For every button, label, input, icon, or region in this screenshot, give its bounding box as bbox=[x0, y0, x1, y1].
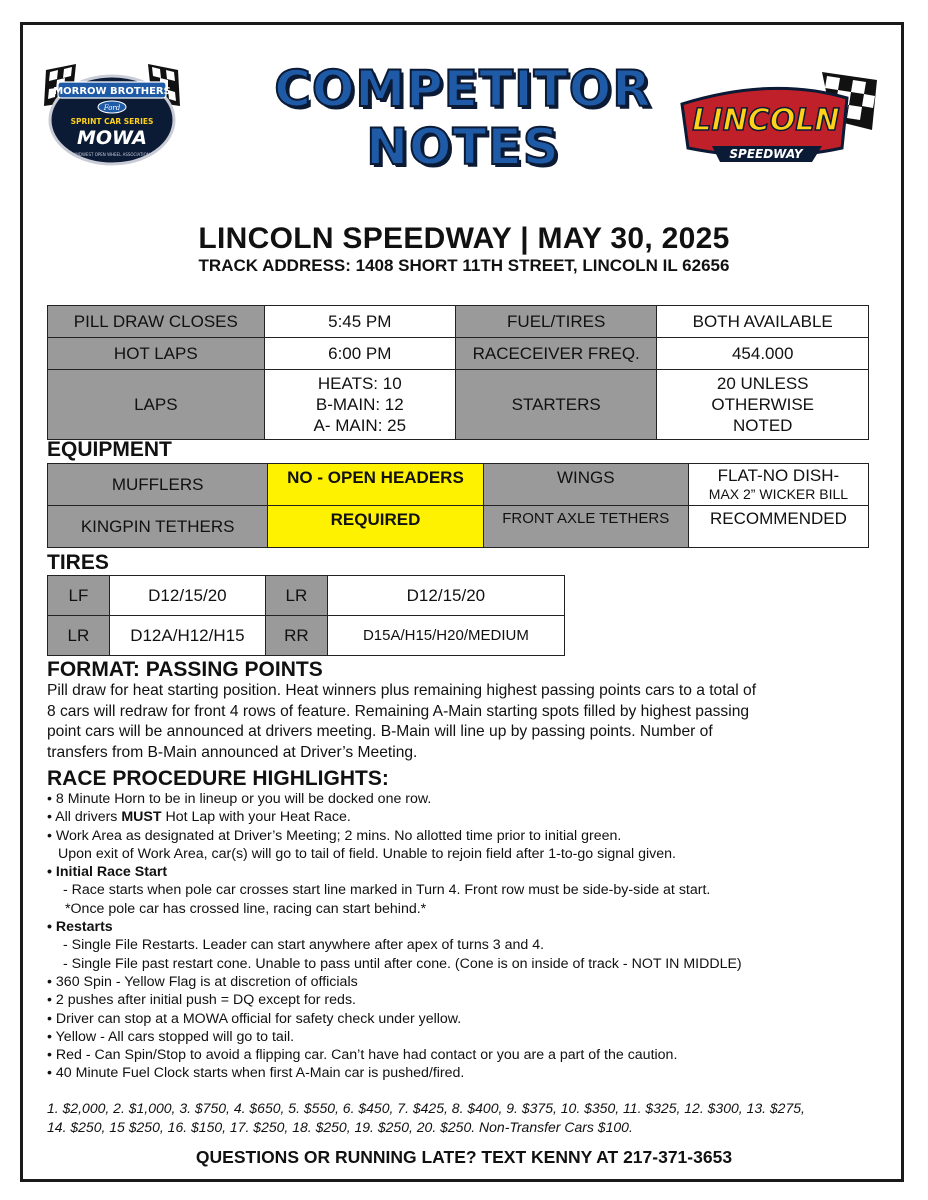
equipment-table bbox=[47, 463, 869, 548]
list-item: • Driver can stop at a MOWA official for safety check under yellow. bbox=[47, 1010, 462, 1027]
list-item: • Work Area as designated at Driver’s Meeting; 2 mins. No allotted time prior to initial green. bbox=[47, 827, 622, 844]
tire-lf-label: LF bbox=[48, 576, 110, 616]
format-description bbox=[47, 681, 887, 763]
contact-footer: QUESTIONS OR RUNNING LATE? TEXT KENNY AT 217-371-3653 bbox=[195, 1147, 733, 1167]
format-line-4: transfers from B-Main announced at Driver’s Meeting. bbox=[47, 743, 418, 761]
format-line-2: 8 cars will redraw for front 4 rows of feature. Remaining A-Main starting spots filled by highest passing bbox=[47, 702, 750, 720]
starters-line-2: OTHERWISE bbox=[711, 395, 815, 414]
pill-draw-label: PILL DRAW CLOSES bbox=[48, 306, 265, 338]
list-item-emphasis: MUST bbox=[121, 809, 162, 826]
logo-tagline-text: MIDWEST OPEN WHEEL ASSOCIATION bbox=[74, 152, 150, 157]
tire-lr2-value: D12A/H12/H15 bbox=[109, 616, 265, 656]
hot-laps-label: HOT LAPS bbox=[48, 338, 265, 370]
starters-line-1: 20 UNLESS bbox=[716, 374, 809, 393]
tire-rr-label: RR bbox=[265, 616, 327, 656]
equipment-heading: EQUIPMENT bbox=[47, 438, 172, 461]
payout-line-2: 14. $250, 15 $250, 16. $150, 17. $250, 18. $250, 19. $250, 20. $250. Non-Transfer Cars $100. bbox=[47, 1119, 633, 1135]
raceceiver-label: RACECEIVER FREQ. bbox=[455, 338, 656, 370]
format-line-3: point cars will be announced at drivers meeting. B-Main will line up by passing points. Number of bbox=[47, 723, 713, 740]
list-item: Upon exit of Work Area, car(s) will go to tail of field. Unable to rejoin field after 1-to-go signal given. bbox=[58, 845, 676, 862]
wings-value bbox=[688, 464, 868, 506]
logo-lincoln-text: LINCOLN bbox=[692, 103, 840, 138]
mufflers-label: MUFFLERS bbox=[48, 464, 268, 506]
list-item: - Race starts when pole car crosses start line marked in Turn 4. Front row must be side-by-side at start. bbox=[63, 882, 711, 899]
logo-mowa-text: MOWA bbox=[76, 127, 148, 149]
front-axle-value: RECOMMENDED bbox=[688, 506, 868, 548]
list-item: *Once pole car has crossed line, racing can start behind.* bbox=[65, 900, 427, 917]
list-item: • Yellow - All cars stopped will go to tail. bbox=[47, 1028, 295, 1045]
list-item: • 8 Minute Horn to be in lineup or you will be docked one row. bbox=[47, 791, 432, 807]
format-line-1: Pill draw for heat starting position. Heat winners plus remaining highest passing points cars to a total of bbox=[47, 682, 757, 699]
wings-label: WINGS bbox=[483, 464, 688, 506]
list-item: - Single File past restart cone. Unable to pass until after cone. (Cone is on inside of track - NOT IN MIDDLE) bbox=[63, 955, 742, 972]
payout-list bbox=[47, 1099, 897, 1137]
logo-speedway-text: SPEEDWAY bbox=[729, 147, 803, 161]
lincoln-speedway-logo bbox=[672, 70, 882, 170]
list-item: • Restarts bbox=[47, 919, 113, 936]
list-item-text: Hot Lap with your Heat Race. bbox=[161, 809, 351, 826]
procedure-list bbox=[47, 790, 897, 1083]
tire-lr2-label: LR bbox=[48, 616, 110, 656]
title-line-1: COMPETITOR bbox=[274, 60, 652, 118]
laps-label: LAPS bbox=[48, 370, 265, 440]
tire-lr-label: LR bbox=[265, 576, 327, 616]
starters-label: STARTERS bbox=[455, 370, 656, 440]
wings-line-1: FLAT-NO DISH- bbox=[717, 465, 840, 485]
kingpin-label: KINGPIN TETHERS bbox=[48, 506, 268, 548]
tire-lf-value: D12/15/20 bbox=[109, 576, 265, 616]
list-item: • 360 Spin - Yellow Flag is at discretion of officials bbox=[47, 973, 358, 990]
list-item: • Red - Can Spin/Stop to avoid a flipping car. Can’t have had contact or you are a part of the caution. bbox=[47, 1047, 678, 1064]
logo-ford-text: Ford bbox=[103, 104, 121, 112]
laps-bmain: B-MAIN: 12 bbox=[315, 395, 404, 414]
laps-amain: A- MAIN: 25 bbox=[313, 416, 407, 435]
mufflers-value: NO - OPEN HEADERS bbox=[268, 464, 483, 506]
title-line-2: NOTES bbox=[366, 118, 560, 176]
list-item bbox=[47, 808, 897, 826]
front-axle-label: FRONT AXLE TETHERS bbox=[483, 506, 688, 548]
list-item: • 2 pushes after initial push = DQ except for reds. bbox=[47, 992, 356, 1009]
list-item: - Single File Restarts. Leader can start anywhere after apex of turns 3 and 4. bbox=[63, 937, 545, 954]
procedure-heading: RACE PROCEDURE HIGHLIGHTS: bbox=[47, 767, 389, 790]
event-headline: LINCOLN SPEEDWAY | MAY 30, 2025 bbox=[198, 222, 730, 255]
payout-line-1: 1. $2,000, 2. $1,000, 3. $750, 4. $650, 5. $550, 6. $450, 7. $425, 8. $400, 9. $375, 10. $350, 11. $325, 12. $300, 13. $275, bbox=[47, 1100, 805, 1116]
logo-brand-text: MORROW BROTHERS bbox=[53, 86, 171, 97]
wings-line-2: MAX 2” WICKER BILL bbox=[708, 485, 849, 502]
laps-heats: HEATS: 10 bbox=[317, 374, 402, 393]
logo-series-text: SPRINT CAR SERIES bbox=[70, 117, 154, 126]
laps-value bbox=[264, 370, 455, 440]
page-title bbox=[270, 60, 656, 176]
tires-table bbox=[47, 575, 565, 656]
format-heading: FORMAT: PASSING POINTS bbox=[47, 658, 323, 681]
tires-heading: TIRES bbox=[47, 551, 109, 574]
kingpin-value: REQUIRED bbox=[268, 506, 483, 548]
tire-rr-value: D15A/H15/H20/MEDIUM bbox=[327, 616, 564, 656]
list-item: • 40 Minute Fuel Clock starts when first A-Main car is pushed/fired. bbox=[47, 1065, 465, 1082]
tire-lr-value: D12/15/20 bbox=[327, 576, 564, 616]
list-item: • Initial Race Start bbox=[47, 864, 168, 881]
list-item-text: • All drivers bbox=[47, 809, 122, 826]
starters-line-3: NOTED bbox=[732, 416, 793, 435]
event-info-table bbox=[47, 305, 869, 440]
starters-value bbox=[657, 370, 869, 440]
pill-draw-value: 5:45 PM bbox=[264, 306, 455, 338]
raceceiver-value: 454.000 bbox=[657, 338, 869, 370]
fuel-tires-value: BOTH AVAILABLE bbox=[657, 306, 869, 338]
track-address: TRACK ADDRESS: 1408 SHORT 11TH STREET, LINCOLN IL 62656 bbox=[198, 256, 730, 275]
mowa-series-logo bbox=[42, 62, 182, 172]
hot-laps-value: 6:00 PM bbox=[264, 338, 455, 370]
fuel-tires-label: FUEL/TIRES bbox=[455, 306, 656, 338]
